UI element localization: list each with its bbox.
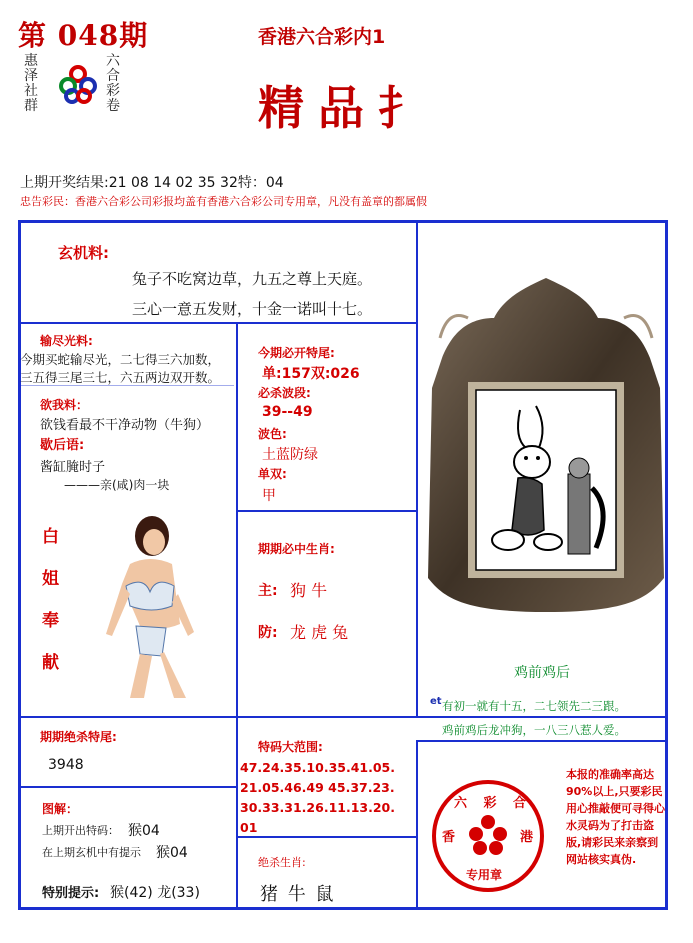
divider bbox=[236, 510, 418, 512]
issue-number: 第 048期 bbox=[18, 19, 149, 52]
divider bbox=[416, 740, 418, 910]
zodiac-label: 期期必中生肖: bbox=[258, 542, 335, 556]
mirror-caption: 鸡前鸡后 bbox=[514, 665, 570, 681]
xiehouyu-label: 歇后语: bbox=[40, 438, 85, 453]
xiehouyu-text: 酱缸腌时子 bbox=[40, 460, 106, 475]
odd-value: 甲 bbox=[262, 488, 276, 504]
poem-line2: 鸡前鸡后龙冲狗，一八三八惹人爱。 bbox=[442, 723, 626, 737]
divider bbox=[236, 716, 238, 910]
xuanji-line2: 三心一意五发财，十金一诺叫十七。 bbox=[132, 300, 373, 318]
tematail-value: 单:157双:026 bbox=[262, 366, 360, 382]
model-photo bbox=[100, 514, 196, 698]
color-value: 土蓝防绿 bbox=[262, 447, 318, 463]
divider bbox=[416, 220, 418, 717]
tematail-label: 今期必开特尾: bbox=[258, 346, 335, 360]
brand-left-text: 惠泽社群 bbox=[24, 53, 38, 114]
divider bbox=[18, 716, 668, 718]
big-title: 精品扌 bbox=[258, 81, 438, 135]
tujie-line1-label: 上期开出特码： bbox=[42, 824, 119, 837]
odd-label: 单双: bbox=[258, 467, 287, 481]
divider bbox=[416, 740, 668, 742]
divider bbox=[20, 385, 234, 386]
absolute-label: 绝杀生肖: bbox=[258, 856, 306, 869]
stamp-left: 香 bbox=[442, 830, 456, 845]
wave-value: 39--49 bbox=[262, 404, 313, 420]
xuanji-line1: 兔子不吃窝边草，九五之尊上天庭。 bbox=[132, 270, 373, 288]
wave-label: 必杀波段: bbox=[258, 386, 311, 400]
stamp-right: 港 bbox=[520, 830, 534, 845]
range-line2: 21.05.46.49 45.37.23. bbox=[240, 780, 395, 795]
tujie-label: 图解： bbox=[42, 802, 79, 816]
killtail-label: 期期绝杀特尾: bbox=[40, 730, 117, 744]
killtail-value: 3948 bbox=[48, 757, 84, 773]
divider bbox=[18, 322, 416, 324]
accuracy-note: 本报的准确率高达 90%以上,只要彩民用心推敲便可寻得心水灵码为了打击盗版,请彩民来亲察到网站核实真伪. bbox=[566, 768, 665, 866]
range-line1: 47.24.35.10.35.41.05. bbox=[240, 760, 396, 775]
range-label: 特码大范围: bbox=[258, 740, 323, 754]
range-line4: 01 bbox=[240, 820, 258, 835]
xiehouyu-answer: ———亲(咸)肉一块 bbox=[64, 478, 170, 492]
brand-right-text: 六合彩卷 bbox=[106, 53, 120, 114]
zodiac-guard-label: 防: bbox=[258, 625, 278, 641]
riddle-text: 欲钱看最不干净动物（牛狗） bbox=[40, 418, 210, 433]
poem-line1: 有初一就有十五，二七领先二三跟。 bbox=[442, 699, 626, 713]
riddle-label: 欲我料： bbox=[40, 398, 89, 412]
zodiac-main-value: 狗 牛 bbox=[290, 581, 328, 600]
shujin-label: 输尽光料: bbox=[40, 334, 93, 348]
mirror-rabbit-image bbox=[428, 278, 664, 612]
tujie-line2-label: 在上期玄机中有提示 bbox=[42, 846, 141, 859]
zodiac-guard-value: 龙 虎 兔 bbox=[290, 623, 349, 642]
divider bbox=[236, 322, 238, 717]
absolute-value: 猪 牛 鼠 bbox=[260, 884, 336, 905]
top-title: 香港六合彩内1 bbox=[258, 26, 386, 48]
portrait-caption: 白姐奉献 bbox=[42, 527, 59, 673]
stamp-top: 六 彩 合 bbox=[454, 796, 533, 811]
lottery-logo-icon bbox=[58, 64, 98, 104]
stamp-bottom: 专用章 bbox=[466, 868, 503, 882]
poem-marker: et bbox=[430, 696, 442, 707]
zodiac-main-label: 主: bbox=[258, 583, 278, 599]
shujin-line1: 今期买蛇输尽光，二七得三六加数， bbox=[20, 352, 221, 367]
color-label: 波色: bbox=[258, 427, 287, 441]
official-stamp bbox=[430, 778, 546, 894]
range-line3: 30.33.31.26.11.13.20. bbox=[240, 800, 396, 815]
special-label: 特别提示: bbox=[42, 886, 100, 901]
divider bbox=[236, 836, 418, 838]
divider bbox=[18, 786, 236, 788]
special-value: 猴(42) 龙(33) bbox=[110, 885, 200, 901]
tujie-line1-value: 猴04 bbox=[128, 823, 160, 839]
previous-result: 上期开奖结果:21 08 14 02 35 32特：04 bbox=[20, 175, 284, 191]
shujin-line2: 三五得三尾三七，六五两边双开数。 bbox=[20, 370, 221, 385]
warning-notice: 忠告彩民：香港六合彩公司彩报均盖有香港六合彩公司专用章，凡没有盖章的都属假 bbox=[20, 195, 427, 208]
xuanji-label: 玄机料: bbox=[58, 244, 109, 262]
tujie-line2-value: 猴04 bbox=[156, 845, 188, 861]
